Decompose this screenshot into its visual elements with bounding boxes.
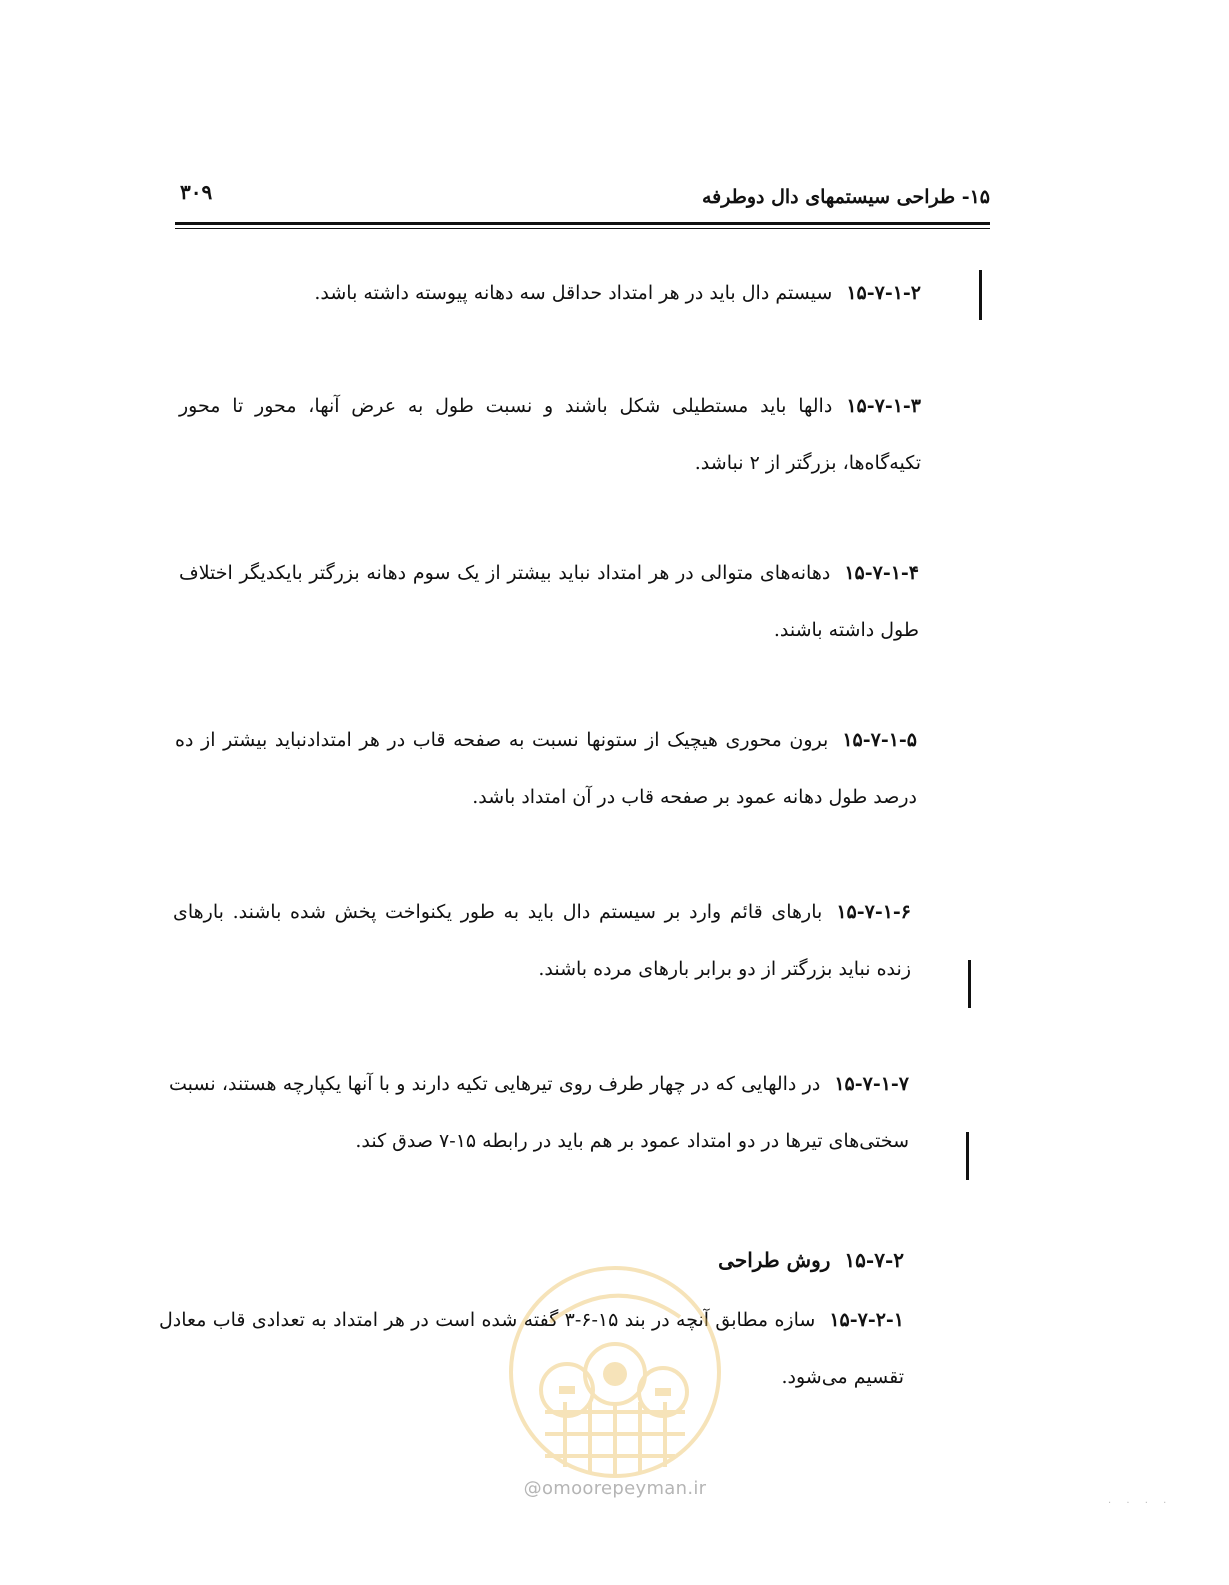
clause-number: ۱۵-۷-۱-۵ — [842, 729, 917, 751]
omoorepeyman-logo-icon — [505, 1262, 725, 1482]
clause-number: ۱۵-۷-۱-۷ — [834, 1073, 909, 1095]
clause-15-7-1-7 — [169, 1056, 909, 1170]
header-rule-thick — [175, 222, 990, 225]
header-rule-thin — [175, 228, 990, 229]
clause-text: برون محوری هیچیک از ستونها نسبت به صفحه قاب در هر امتدادنباید بیشتر از ده درصد طول دهانه عمود بر صفحه قاب در آن امتداد باشد. — [175, 729, 917, 808]
clause-text: بارهای قائم وارد بر سیستم دال باید به طور یکنواخت پخش شده باشند. بارهای زنده نباید بزرگتر از دو برابر بارهای مرده باشند. — [173, 901, 911, 980]
watermark-url: @omoorepeyman.ir — [523, 1478, 707, 1499]
page-header — [172, 178, 990, 218]
scan-artifact-dots: · · · · — [1108, 1498, 1173, 1509]
clause-15-7-1-3 — [179, 378, 921, 492]
section-number: ۱۵-۷-۲ — [844, 1248, 904, 1272]
clause-15-7-1-4 — [179, 545, 919, 659]
clause-text: دهانه‌های متوالی در هر امتداد نباید بیشتر از یک سوم دهانه بزرگتر بایکدیگر اختلاف طول داشته باشند. — [179, 562, 919, 641]
change-bar — [968, 960, 971, 1008]
chapter-title: ۱۵- طراحی سیستمهای دال دوطرفه — [701, 186, 990, 208]
clause-number: ۱۵-۷-۱-۴ — [844, 562, 919, 584]
clause-text: سازه مطابق آنچه در بند ۱۵-۶-۳ گفته شده است در هر امتداد به تعدادی قاب معادل تقسیم می‌شود. — [159, 1309, 904, 1388]
clause-15-7-1-2 — [261, 265, 921, 322]
clause-number: ۱۵-۷-۲-۱ — [829, 1309, 905, 1331]
section-title: روش طراحی — [718, 1248, 831, 1272]
clause-number: ۱۵-۷-۱-۶ — [836, 901, 911, 923]
clause-number: ۱۵-۷-۱-۳ — [846, 395, 921, 417]
page-number: ۳۰۹ — [180, 180, 213, 204]
clause-text: سیستم دال باید در هر امتداد حداقل سه دهانه پیوسته داشته باشد. — [314, 282, 833, 304]
clause-text: دالها باید مستطیلی شکل باشند و نسبت طول به عرض آنها، محور تا محور تکیه‌گاه‌ها، بزرگتر از ۲ نباشد. — [179, 395, 921, 474]
clause-number: ۱۵-۷-۱-۲ — [846, 282, 921, 304]
change-bar — [979, 270, 982, 320]
clause-text: در دالهایی که در چهار طرف روی تیرهایی تکیه دارند و با آنها یکپارچه هستند، نسبت سختی‌های تیرها در دو امتداد عمود بر هم باید در رابطه ۱۵-۷ صدق کند. — [169, 1073, 909, 1152]
clause-15-7-1-5 — [175, 712, 917, 826]
change-bar — [966, 1132, 969, 1180]
section-heading — [718, 1248, 904, 1272]
clause-15-7-1-6 — [173, 884, 911, 998]
